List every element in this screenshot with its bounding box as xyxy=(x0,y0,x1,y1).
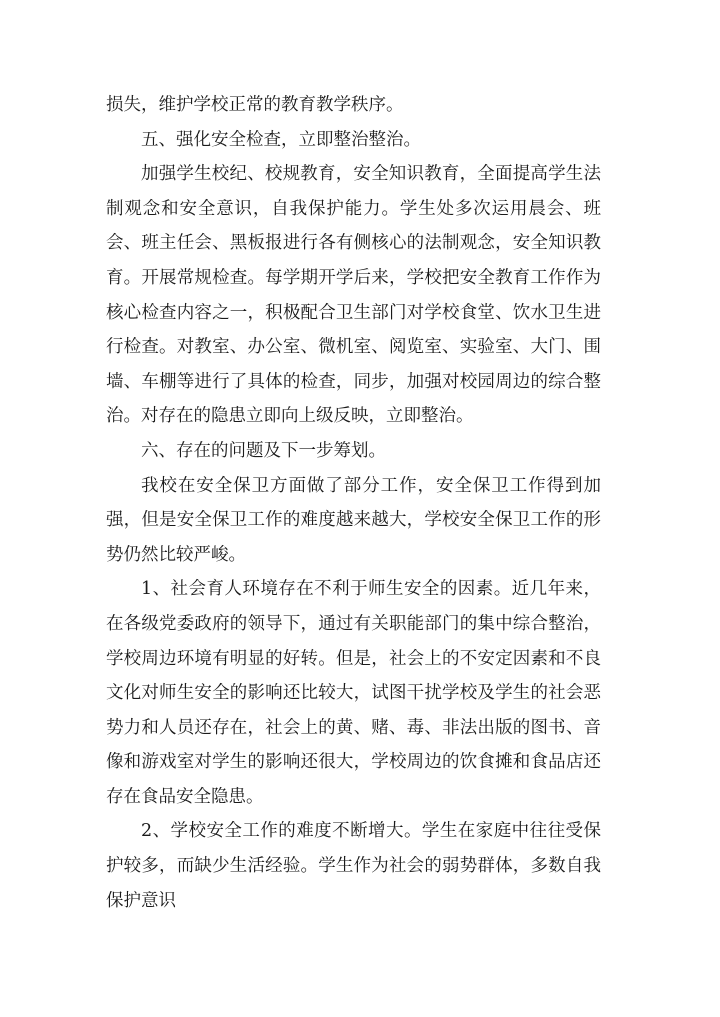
section-heading-5: 五、强化安全检查，立即整治整治。 xyxy=(141,129,421,150)
paragraph-item-1: 1、社会育人环境存在不利于师生安全的因素。近几年来，在各级党委政府的领导下，通过有关职能部门的集中综合整治，学校周边环境有明显的好转。但是，社会上的不安定因素和不良文化对师生安全的影响还比较大，试图干扰学校及学生的社会恶势力和人员还存在，社会上的黄、赌、毒、非法出版的图书、音像和游戏室对学生的影响还很大，学校周边的饮食摊和食品店还存在食品安全隐患。 xyxy=(106,579,601,807)
paragraph-problems-intro: 我校在安全保卫方面做了部分工作，安全保卫工作得到加强，但是安全保卫工作的难度越来越大，学校安全保卫工作的形势仍然比较严峻。 xyxy=(106,475,601,565)
document-body xyxy=(106,88,601,918)
section-heading-6: 六、存在的问题及下一步筹划。 xyxy=(141,440,386,461)
paragraph-continuation: 损失，维护学校正常的教育教学秩序。 xyxy=(106,95,404,115)
paragraph-safety-check: 加强学生校纪、校规教育，安全知识教育，全面提高学生法制观念和安全意识，自我保护能力。学生处多次运用晨会、班会、班主任会、黑板报进行各有侧核心的法制观念，安全知识教育。开展常规检查。每学期开学后来，学校把安全教育工作作为核心检查内容之一，积极配合卫生部门对学校食堂、饮水卫生进行检查。对教室、办公室、微机室、阅览室、实验室、大门、围墙、车棚等进行了具体的检查，同步，加强对校园周边的综合整治。对存在的隐患立即向上级反映，立即整治。 xyxy=(106,164,601,427)
paragraph-item-2: 2、学校安全工作的难度不断增大。学生在家庭中往往受保护较多，而缺少生活经验。学生作为社会的弱势群体，多数自我保护意识 xyxy=(106,821,601,911)
